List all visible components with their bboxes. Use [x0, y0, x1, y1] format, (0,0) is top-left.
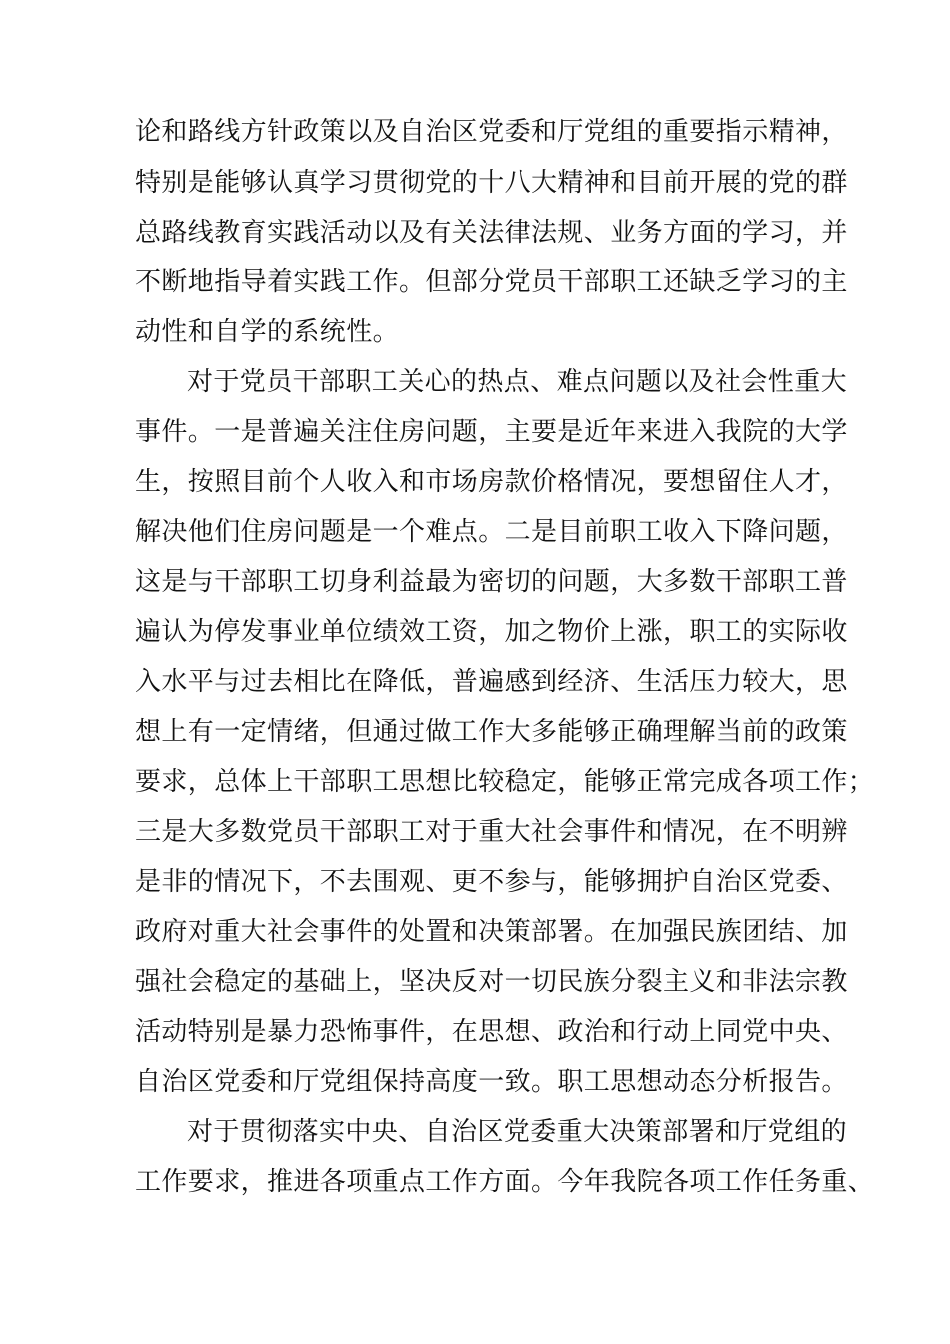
- text-line: 三是大多数党员干部职工对于重大社会事件和情况，在不明辨: [135, 817, 848, 847]
- text-line: 总路线教育实践活动以及有关法律法规、业务方面的学习，并: [135, 218, 848, 248]
- text-line: 政府对重大社会事件的处置和决策部署。在加强民族团结、加: [135, 917, 848, 947]
- paragraph-start-line: 对于贯彻落实中央、自治区党委重大决策部署和厅党组的: [187, 1117, 848, 1147]
- text-line: 解决他们住房问题是一个难点。二是目前职工收入下降问题，: [135, 517, 848, 547]
- text-line: 论和路线方针政策以及自治区党委和厅党组的重要指示精神，: [135, 117, 848, 147]
- text-line: 遍认为停发事业单位绩效工资，加之物价上涨，职工的实际收: [135, 617, 848, 647]
- text-line: 入水平与过去相比在降低，普遍感到经济、生活压力较大，思: [135, 667, 848, 697]
- text-line: 要求，总体上干部职工思想比较稳定，能够正常完成各项工作；: [135, 767, 875, 797]
- text-line: 强社会稳定的基础上，坚决反对一切民族分裂主义和非法宗教: [135, 967, 848, 997]
- text-line: 特别是能够认真学习贯彻党的十八大精神和目前开展的党的群: [135, 168, 848, 198]
- text-line: 生，按照目前个人收入和市场房款价格情况，要想留住人才，: [135, 467, 848, 497]
- text-line: 自治区党委和厅党组保持高度一致。职工思想动态分析报告。: [135, 1067, 848, 1097]
- paragraph-start-line: 对于党员干部职工关心的热点、难点问题以及社会性重大: [187, 367, 848, 397]
- text-line: 工作要求，推进各项重点工作方面。今年我院各项工作任务重、: [135, 1167, 875, 1197]
- text-line: 动性和自学的系统性。: [135, 317, 400, 347]
- text-line: 是非的情况下，不去围观、更不参与，能够拥护自治区党委、: [135, 867, 848, 897]
- text-line: 想上有一定情绪，但通过做工作大多能够正确理解当前的政策: [135, 717, 848, 747]
- text-line: 不断地指导着实践工作。但部分党员干部职工还缺乏学习的主: [135, 267, 848, 297]
- text-line: 这是与干部职工切身利益最为密切的问题，大多数干部职工普: [135, 567, 848, 597]
- text-line: 事件。一是普遍关注住房问题，主要是近年来进入我院的大学: [135, 417, 848, 447]
- text-line: 活动特别是暴力恐怖事件，在思想、政治和行动上同党中央、: [135, 1017, 848, 1047]
